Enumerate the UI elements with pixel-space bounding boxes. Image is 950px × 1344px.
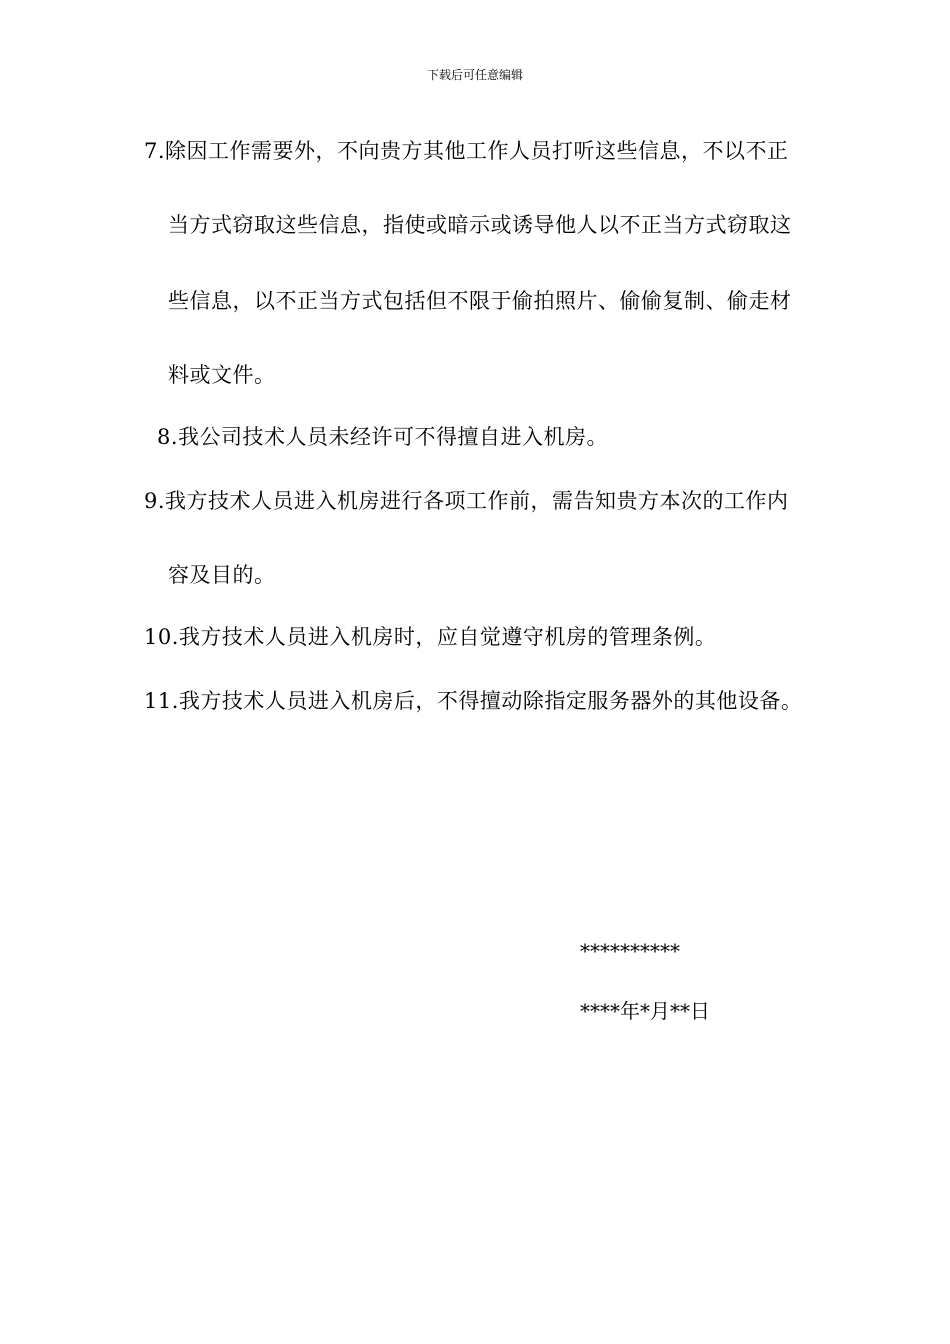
clause-8-text-1: 我公司技术人员未经许可不得擅自进入机房。 xyxy=(178,425,609,449)
clause-10-line-1 xyxy=(144,622,716,652)
clause-7-number: 7. xyxy=(144,139,166,163)
clause-9-number: 9. xyxy=(144,489,166,513)
clause-7-text-3: 些信息，以不正当方式包括但不限于偷拍照片、偷偷复制、偷走材 xyxy=(168,289,792,313)
page-header-note: 下载后可任意编辑 xyxy=(426,68,523,82)
clause-7-text-1: 除因工作需要外，不向贵方其他工作人员打听这些信息，不以不正 xyxy=(165,139,789,163)
signature-name: ********** xyxy=(580,939,680,963)
clause-7-line-1 xyxy=(144,136,789,166)
clause-9-text-2: 容及目的。 xyxy=(168,563,276,587)
clause-10-text-1: 我方技术人员进入机房时，应自觉遵守机房的管理条例。 xyxy=(178,625,717,649)
clause-7-text-4: 料或文件。 xyxy=(168,363,276,387)
clause-9-line-1 xyxy=(144,486,789,516)
clause-8-line-1 xyxy=(157,422,608,452)
clause-7-text-2: 当方式窃取这些信息，指使或暗示或诱导他人以不正当方式窃取这 xyxy=(168,213,792,237)
clause-10-number: 10. xyxy=(144,625,179,649)
clause-9-text-1: 我方技术人员进入机房进行各项工作前，需告知贵方本次的工作内 xyxy=(165,489,789,513)
clause-11-number: 11. xyxy=(144,689,179,713)
clause-11-line-1 xyxy=(144,686,802,716)
signature-date: ****年*月**日 xyxy=(580,999,710,1023)
clause-11-text-1: 我方技术人员进入机房后，不得擅动除指定服务器外的其他设备。 xyxy=(178,689,803,713)
clause-8-number: 8. xyxy=(157,425,179,449)
